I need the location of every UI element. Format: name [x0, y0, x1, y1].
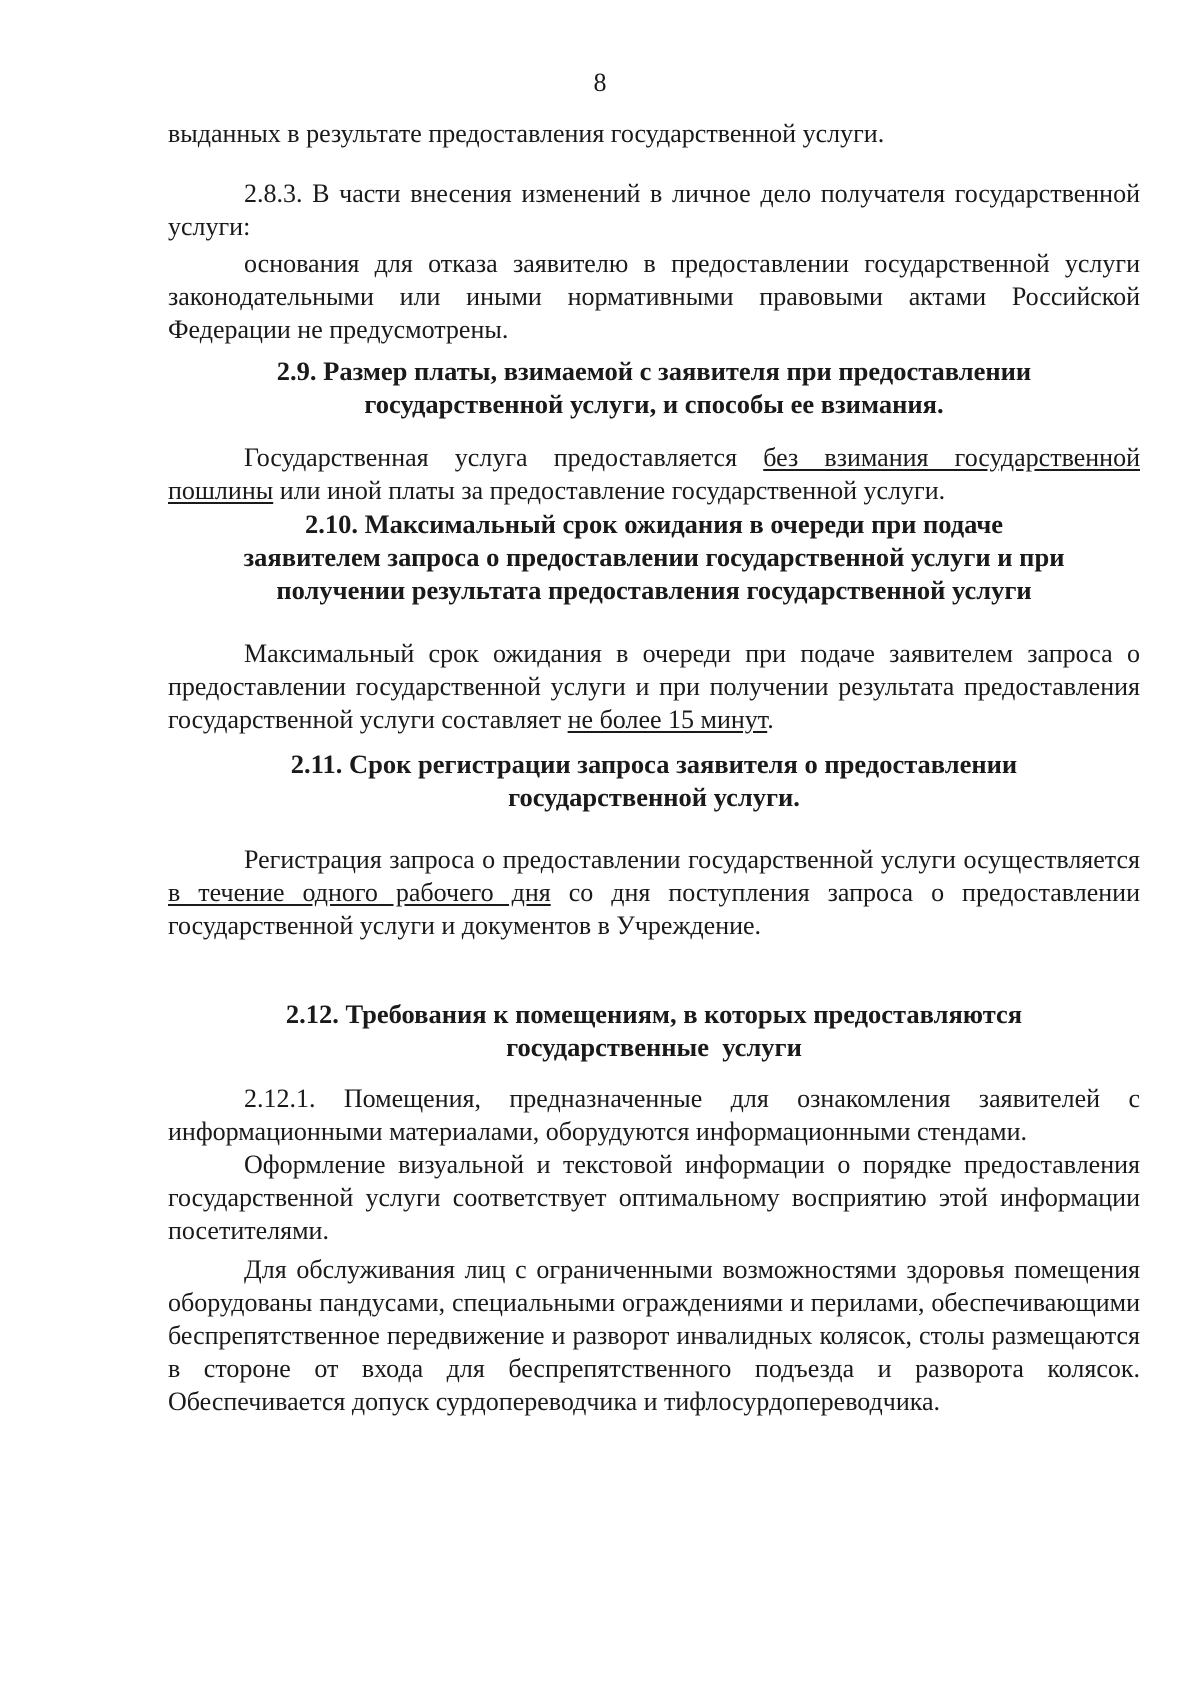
section-2-10-text-start: Максимальный срок ожидания в очереди при подаче заявителем запроса о предоставлении государственной услуги и при получении результата предоставления государственной услуги составляет [168, 639, 1140, 734]
section-2-10 [168, 508, 1140, 736]
continuation-block [168, 117, 1140, 150]
section-2-10-paragraph [168, 637, 1140, 736]
section-2-11-paragraph [168, 843, 1140, 942]
page-number: 8 [593, 68, 607, 97]
section-2-12-heading-line-2: государственные услуги [506, 1032, 802, 1062]
section-2-9 [168, 355, 1140, 507]
section-2-9-paragraph [168, 441, 1140, 507]
section-2-10-heading-line-2: заявителем запроса о предоставлении государственной услуги и при [243, 542, 1065, 572]
section-2-9-heading-line-2: государственной услуги, и способы ее взимания. [364, 389, 944, 419]
section-2-12 [168, 998, 1140, 1418]
section-2-9-text-end: или иной платы за предоставление государственной услуги. [273, 476, 946, 505]
section-2-10-heading-line-1: 2.10. Максимальный срок ожидания в очереди при подаче [304, 509, 1004, 539]
section-2-11-text-end: со дня поступления запроса о предоставлении государственной услуги и документов в Учреждение. [168, 878, 1140, 940]
section-2-12-paragraph-2: Оформление визуальной и текстовой информации о порядке предоставления государственной услуги соответствует оптимальному восприятию этой информации посетителями. [168, 1150, 1140, 1245]
section-2-11-heading-line-2: государственной услуги. [508, 782, 800, 812]
section-2-10-text-end: . [767, 705, 774, 734]
section-2-8-3-paragraph-1: 2.8.3. В части внесения изменений в личное дело получателя государственной услуги: [168, 179, 1140, 241]
section-2-9-heading-line-1: 2.9. Размер платы, взимаемой с заявителя при предоставлении [276, 356, 1032, 386]
section-2-11-text-start: Регистрация запроса о предоставлении государственной услуги осуществляется [244, 845, 1140, 874]
section-2-11-underlined-text: в течение одного рабочего дня [168, 878, 551, 907]
section-2-12-paragraph-1: 2.12.1. Помещения, предназначенные для ознакомления заявителей с информационными материалами, оборудуются информационными стендами. [168, 1084, 1140, 1146]
section-2-12-heading-line-1: 2.12. Требования к помещениям, в которых предоставляются [285, 999, 1023, 1029]
section-2-9-underlined-text: без взимания государственной пошлины [168, 443, 1140, 505]
section-2-12-paragraph-3: Для обслуживания лиц с ограниченными возможностями здоровья помещения оборудованы пандусами, специальными ограждениями и перилами, обеспечивающими беспрепятственное передвижение и разворот инвалидных колясок, столы размещаются в стороне от входа для беспрепятственного подъезда и разворота колясок. Обеспечивается допуск сурдопереводчика и тифлосурдопереводчика. [168, 1255, 1140, 1416]
section-2-11-heading-line-1: 2.11. Срок регистрации запроса заявителя о предоставлении [290, 749, 1018, 779]
continuation-paragraph: выданных в результате предоставления государственной услуги. [168, 119, 885, 148]
section-2-8-3-paragraph-2: основания для отказа заявителю в предоставлении государственной услуги законодательными или иными нормативными правовыми актами Российской Федерации не предусмотрены. [168, 249, 1140, 344]
section-2-10-heading-line-3: получении результата предоставления государственной услуги [276, 575, 1032, 605]
section-2-10-underlined-text: не более 15 минут [567, 705, 768, 734]
section-2-11 [168, 748, 1140, 942]
section-2-9-text-start: Государственная услуга предоставляется [244, 443, 764, 472]
section-2-8-3 [168, 177, 1140, 346]
